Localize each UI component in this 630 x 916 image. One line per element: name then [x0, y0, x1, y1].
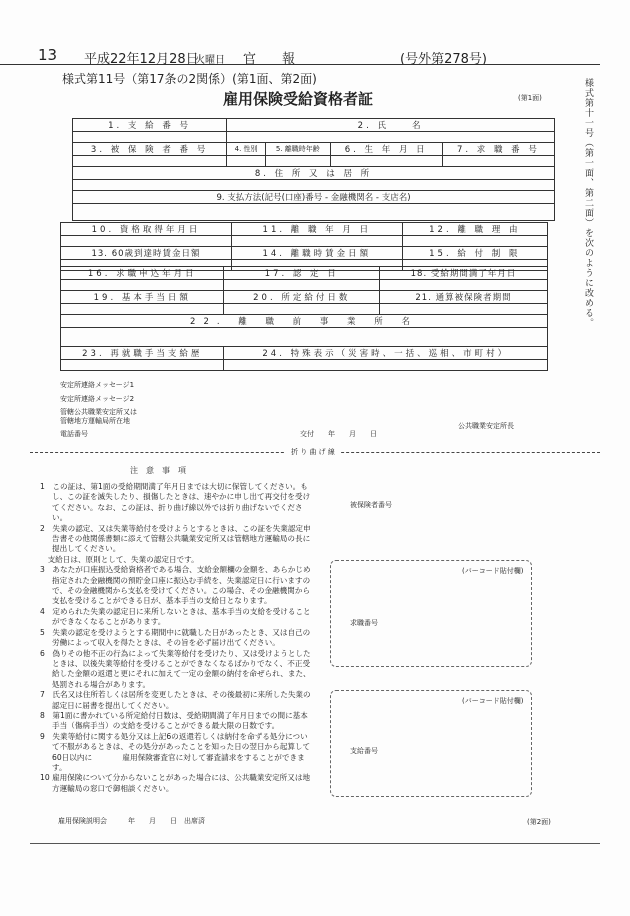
- issue-number: (号外第278号): [400, 52, 487, 67]
- insured-number-label: 被保険者番号: [350, 501, 392, 509]
- field-label: 2. 氏 名: [227, 119, 555, 132]
- field-label: 20. 所定給付日数: [224, 291, 380, 304]
- message-2: 安定所連絡メッセージ2: [60, 395, 135, 403]
- notes-list: [40, 482, 312, 794]
- job-number-label: 求職番号: [350, 619, 378, 627]
- field-label: 10. 資格取得年月日: [61, 223, 232, 236]
- note-item: 3 あなたが口座振込受給資格者である場合、支給金額欄の金額を、あらかじめ指定された金融機関の預貯金口座に振込む手続を、失業認定日に行いますので、その金融機関から支払を受けてください。この場合、その金融機関から支払を受けることができる日が、基本手当の支給日となります。: [40, 565, 311, 606]
- barcode-box-2: [330, 690, 532, 797]
- field-label: 13. 60歳到達時賃金日額: [61, 247, 232, 260]
- note-item: 6 偽りその他不正の行為によって失業等給付を受けたり、又は受けようとしたときは、以後失業等給付を受けることができなくなるばかりでなく、不正受給した金額の返還と更にそれに加えて一定の金額の納付を命ぜられ、また、処罰される場合があります。: [40, 648, 311, 689]
- paper-name: 官 報: [243, 52, 296, 67]
- pay-number-label: 支給番号: [350, 747, 378, 755]
- field-label: 14. 離職時賃金日額: [232, 247, 403, 260]
- form-table-2: [60, 222, 548, 271]
- note-item: 9 失業等給付に関する処分又は上記6の返還若しくは納付を命ずる処分について不服があるときは、その処分があったことを知った日の翌日から起算して60日以内に 雇用保険審査官に対して審査請求をすることができます。: [40, 731, 311, 772]
- header-rule: [0, 64, 600, 65]
- field-label: 9. 支払方法(記号(口座)番号 - 金融機関名 - 支店名): [73, 191, 555, 204]
- field-label: 1. 支 給 番 号: [73, 119, 227, 132]
- face-1-label: (第1面): [518, 94, 542, 102]
- seminar-line: 雇用保険説明会 年 月 日 出席済: [58, 817, 205, 825]
- office-label: 管轄公共職業安定所又は: [60, 408, 137, 416]
- field-label: 22. 離 職 前 事 業 所 名: [61, 315, 548, 328]
- field-label: 11. 離 職 年 月 日: [232, 223, 403, 236]
- barcode-box-1: [330, 560, 532, 667]
- field-label: 5. 離職時年齢: [266, 143, 331, 156]
- phone-label: 電話番号: [60, 430, 88, 438]
- note-item: 1 この証は、第1面の受給期間満了年月日までは大切に保管してください。もし、この証を滅失したり、損傷したときは、速やかに申し出て再交付を受けてください。なお、この証は、折り曲げ線以外では折り曲げないでください。: [40, 482, 311, 523]
- field-label: 18. 受給期間満了年月日: [380, 267, 548, 280]
- bottom-rule: [30, 843, 600, 844]
- field-label: 12. 離 職 理 由: [402, 223, 547, 236]
- field-label: 8. 住 所 又 は 居 所: [73, 167, 555, 180]
- field-label: 19. 基本手当日額: [61, 291, 224, 304]
- chief-label: 公共職業安定所長: [458, 422, 514, 430]
- date: 平成22年12月28日: [84, 52, 199, 67]
- field-label: 6. 生 年 月 日: [330, 143, 442, 156]
- note-item: 支給日は、原則として、失業の認定日です。: [40, 554, 199, 564]
- issue-date: 交付 年 月 日: [300, 430, 377, 438]
- note-item: 7 氏名又は住所若しくは居所を変更したときは、その後最初に来所した失業の認定日に届書を提出してください。: [40, 690, 311, 710]
- office-label-2: 管轄地方運輸局所在地: [60, 417, 130, 425]
- field-label: 4. 性別: [227, 143, 266, 156]
- amendment-note: 様式第十一号（第一面、第二面）を次のように改める。: [583, 78, 593, 328]
- face-2-label: (第2面): [527, 818, 551, 826]
- field-label: 17. 認 定 日: [224, 267, 380, 280]
- form-table-1: [72, 118, 555, 221]
- field-label: 16. 求職申込年月日: [61, 267, 224, 280]
- field-label: 7. 求 職 番 号: [442, 143, 554, 156]
- form-table-3: [60, 266, 548, 371]
- note-item: 10 雇用保険について分からないことがあった場合には、公共職業安定所又は地方運輸局の窓口で御相談ください。: [40, 773, 311, 793]
- note-item: 4 定められた失業の認定日に来所しないときは、基本手当の支給を受けることができなくなることがあります。: [40, 606, 311, 627]
- note-item: 2 失業の認定、又は失業等給付を受けようとするときは、この証を失業認定申告書その他関係書類に添えて管轄公共職業安定所又は管轄地方運輸局の長に提出してください。: [40, 523, 311, 554]
- note-item: 5 失業の認定を受けようとする期間中に就職した日があったとき、又は自己の労働によって収入を得たときは、その旨を必ず届け出てください。: [40, 627, 311, 648]
- field-label: 21. 通算被保険者期間: [380, 291, 548, 304]
- form-number: 様式第11号（第17条の2関係）(第1面、第2面): [62, 72, 317, 86]
- barcode-label-1: (バーコード貼付欄): [462, 567, 524, 575]
- field-label: 23. 再就職手当支給歴: [61, 347, 224, 360]
- weekday: 火曜日: [195, 55, 225, 66]
- barcode-label-2: (バーコード貼付欄): [462, 697, 524, 705]
- note-item: 8 第1面に書かれている所定給付日数は、受給期間満了年月日までの間に基本手当（傷病手当）の支給を受けることができる最大限の日数です。: [40, 710, 308, 731]
- notes-title: 注 意 事 項: [130, 466, 186, 475]
- field-label: 15. 給 付 制 限: [402, 247, 547, 260]
- form-title: 雇用保険受給資格者証: [223, 90, 374, 108]
- field-label: 3. 被 保 険 者 番 号: [73, 143, 227, 156]
- message-1: 安定所連絡メッセージ1: [60, 381, 135, 389]
- page-number: 13: [38, 46, 58, 64]
- fold-label: 折 り 曲 げ 線: [285, 447, 341, 457]
- field-label: 24. 特殊表示（災害時、一括、巡相、市町村）: [224, 347, 548, 360]
